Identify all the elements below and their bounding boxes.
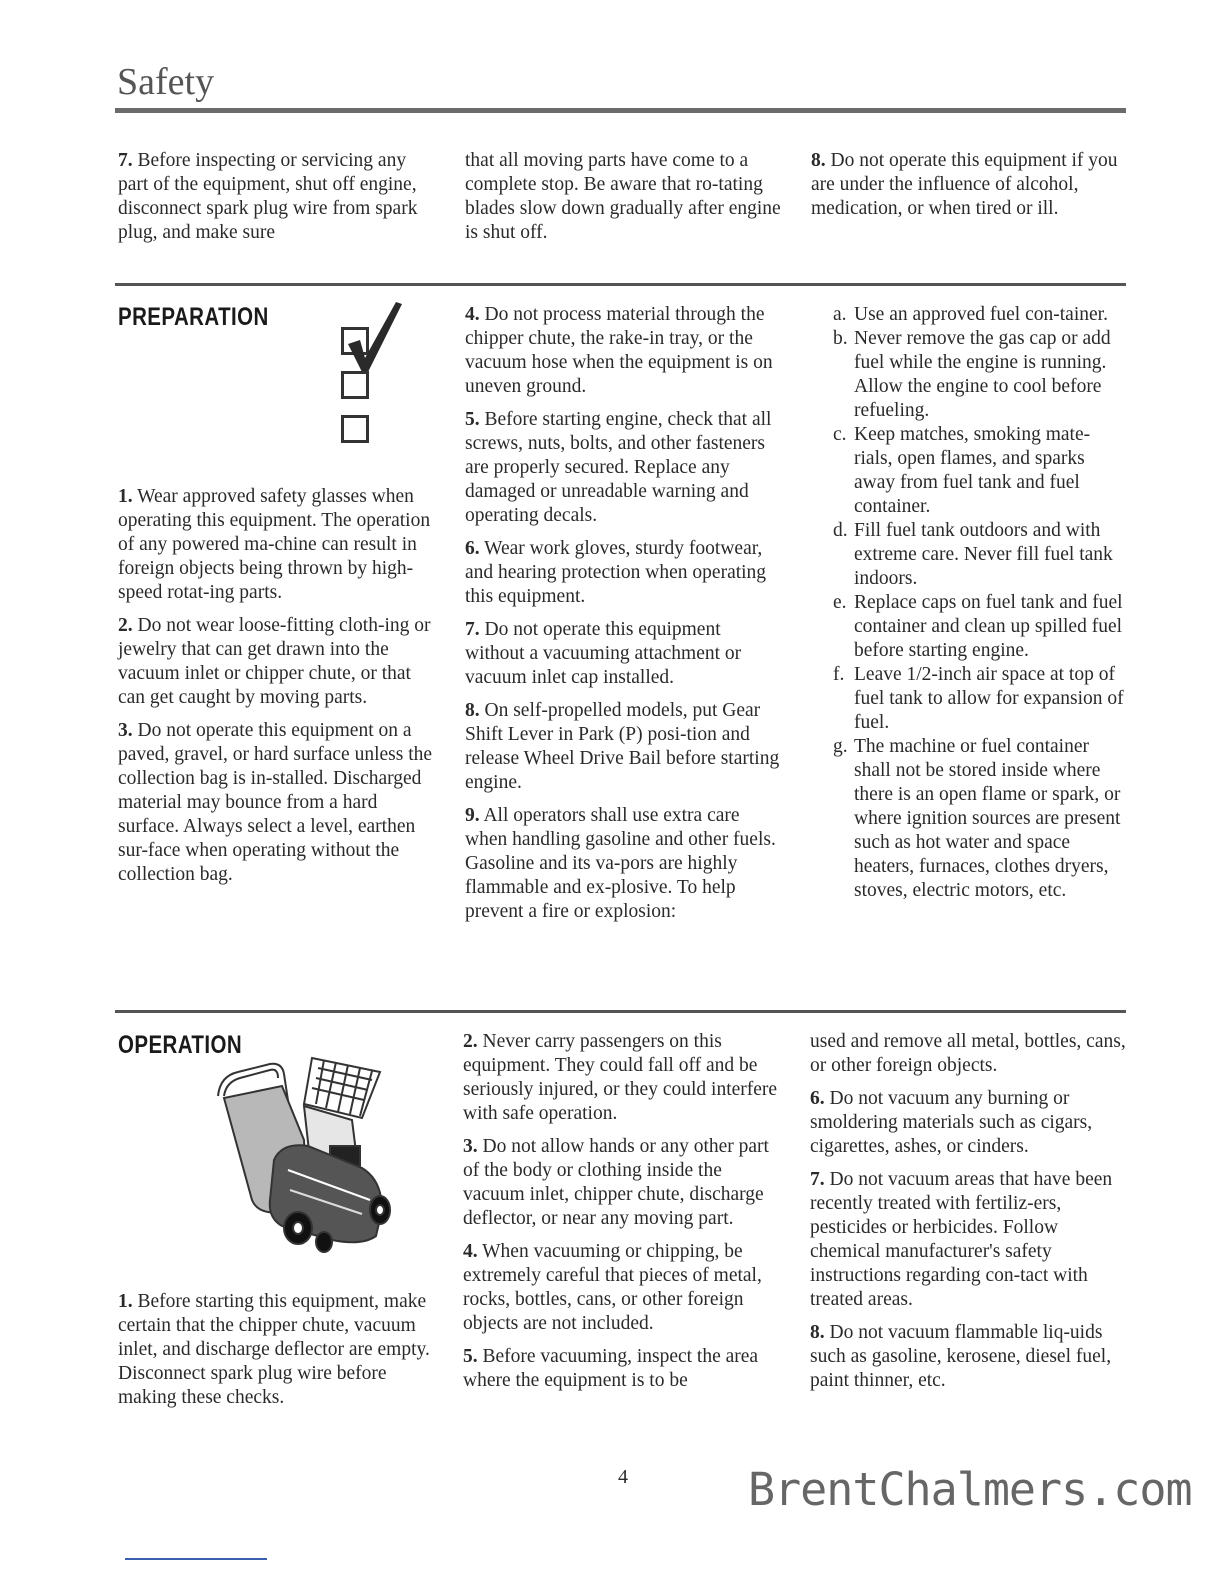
header-rule [115, 108, 1126, 113]
operation-item-3 [463, 1135, 783, 1231]
item-number: 8. [811, 150, 826, 171]
operation-item-4 [463, 1240, 783, 1336]
item-number: 2. [463, 1031, 478, 1052]
item-text: Do not operate this equipment if you are under the influence of alcohol, medication, or when tired or ill. [811, 150, 1118, 219]
operation-item-6 [810, 1087, 1128, 1159]
item-text: All operators shall use extra care when handling gasoline and other fuels. Gasoline and its va-pors are highly flammable and ex-plosive. To help prevent a fire or explosion: [465, 805, 776, 922]
operation-item-7 [810, 1168, 1128, 1312]
operation-item-2 [463, 1030, 783, 1126]
item-text: Never carry passengers on this equipment. They could fall off and be seriously injured, or they could interfere with safe operation. [463, 1031, 778, 1124]
preparation-column-3 [833, 303, 1125, 903]
operation-item-8 [810, 1321, 1128, 1393]
operation-column-3 [810, 1030, 1128, 1402]
chipper-vacuum-illustration [212, 1050, 397, 1260]
intro-column-3 [811, 149, 1121, 230]
preparation-item-2 [118, 614, 433, 710]
preparation-item-9 [465, 804, 783, 924]
preparation-heading: PREPARATION [118, 303, 269, 331]
item-letter: g. [833, 736, 848, 757]
item-number: 2. [118, 615, 133, 636]
item-text: used and remove all metal, bottles, cans, or other foreign objects. [810, 1031, 1126, 1076]
preparation-item-6 [465, 537, 783, 609]
item-text: Do not operate this equipment on a paved, gravel, or hard surface unless the collection bag is in-stalled. Discharged material may bounce from a hard surface. Always select a level, earthen sur-face when operating without the collection bag. [118, 720, 433, 885]
intro-item-7 [118, 149, 436, 245]
item-text: Before inspecting or servicing any part of the equipment, shut off engine, disconnect spark plug wire from spark plug, and make sure [118, 150, 418, 243]
preparation-item-1 [118, 485, 433, 605]
fuel-safety-item-g [833, 735, 1125, 903]
intro-column-2 [465, 149, 783, 254]
item-number: 5. [463, 1346, 478, 1367]
item-text: Do not vacuum areas that have been recently treated with fertiliz-ers, pesticides or herbicides. Follow chemical manufacturer's safety instructions regarding con-tact with treated areas. [810, 1169, 1113, 1310]
item-text: When vacuuming or chipping, be extremely careful that pieces of metal, rocks, bottles, cans, or other foreign objects are not included. [463, 1241, 762, 1334]
item-text: Fill fuel tank outdoors and with extreme care. Never fill fuel tank indoors. [854, 520, 1113, 589]
item-number: 1. [118, 1291, 133, 1312]
fuel-safety-item-c [833, 423, 1125, 519]
item-text: Keep matches, smoking mate-rials, open flames, and sparks away from fuel tank and fuel container. [854, 424, 1091, 517]
item-number: 8. [465, 700, 480, 721]
fuel-safety-item-e [833, 591, 1125, 663]
operation-heading: OPERATION [118, 1031, 243, 1059]
checkmark-icon [338, 300, 408, 375]
item-number: 4. [465, 304, 480, 325]
operation-item-1 [118, 1290, 433, 1410]
item-text: Leave 1/2-inch air space at top of fuel tank to allow for expansion of fuel. [854, 664, 1124, 733]
item-text: Wear approved safety glasses when operating this equipment. The operation of any powered ma-chine can result in foreign objects being thrown by high-speed rotat-ing parts. [118, 486, 431, 603]
operation-column-1 [118, 1290, 433, 1419]
item-letter: f. [833, 664, 845, 685]
fuel-safety-item-f [833, 663, 1125, 735]
item-text: Before vacuuming, inspect the area where the equipment is to be [463, 1346, 759, 1391]
section-divider-preparation [115, 283, 1126, 286]
item-number: 7. [118, 150, 133, 171]
item-text: Never remove the gas cap or add fuel while the engine is running. Allow the engine to cool before refueling. [854, 328, 1111, 421]
preparation-item-4 [465, 303, 783, 399]
preparation-item-7 [465, 618, 783, 690]
item-text: Replace caps on fuel tank and fuel container and clean up spilled fuel before starting engine. [854, 592, 1123, 661]
preparation-column-1 [118, 485, 433, 896]
operation-item-5 [463, 1345, 783, 1393]
item-text: Before starting engine, check that all screws, nuts, bolts, and other fasteners are properly secured. Replace any damaged or unreadable warning and operating decals. [465, 409, 772, 526]
page-number: 4 [618, 1466, 628, 1488]
item-number: 6. [810, 1088, 825, 1109]
item-letter: e. [833, 592, 847, 613]
item-number: 3. [463, 1136, 478, 1157]
operation-column-2 [463, 1030, 783, 1402]
operation-item-5-continued [810, 1030, 1128, 1078]
item-number: 9. [465, 805, 480, 826]
item-text: Use an approved fuel con-tainer. [854, 304, 1108, 325]
item-number: 1. [118, 486, 133, 507]
fuel-safety-list [833, 303, 1125, 903]
fuel-safety-item-b [833, 327, 1125, 423]
item-number: 7. [810, 1169, 825, 1190]
item-number: 3. [118, 720, 133, 741]
empty-box-icon [341, 415, 369, 443]
item-text: Do not process material through the chipper chute, the rake-in tray, or the vacuum hose when the equipment is on uneven ground. [465, 304, 773, 397]
preparation-column-2 [465, 303, 783, 933]
preparation-item-5 [465, 408, 783, 528]
footer-line [125, 1558, 267, 1560]
preparation-item-8 [465, 699, 783, 795]
item-text: Do not vacuum any burning or smoldering materials such as cigars, cigarettes, ashes, or cinders. [810, 1088, 1093, 1157]
preparation-item-3 [118, 719, 433, 887]
item-letter: a. [833, 304, 847, 325]
section-divider-operation [115, 1010, 1126, 1013]
fuel-safety-item-a [833, 303, 1125, 327]
item-number: 6. [465, 538, 480, 559]
item-number: 4. [463, 1241, 478, 1262]
item-letter: d. [833, 520, 848, 541]
fuel-safety-item-d [833, 519, 1125, 591]
intro-item-8 [811, 149, 1121, 221]
item-text: Before starting this equipment, make certain that the chipper chute, vacuum inlet, and discharge deflector are empty. Disconnect spark plug wire before making these checks. [118, 1291, 430, 1408]
item-text: Do not allow hands or any other part of the body or clothing inside the vacuum inlet, chipper chute, discharge deflector, or near any moving part. [463, 1136, 769, 1229]
item-text: Do not wear loose-fitting cloth-ing or jewelry that can get drawn into the vacuum inlet or chipper chute, or that can get caught by moving parts. [118, 615, 431, 708]
item-text: Do not operate this equipment without a vacuuming attachment or vacuum inlet cap installed. [465, 619, 742, 688]
item-text: Do not vacuum flammable liq-uids such as gasoline, kerosene, diesel fuel, paint thinner, etc. [810, 1322, 1112, 1391]
empty-box-icon [341, 371, 369, 399]
item-text: On self-propelled models, put Gear Shift Lever in Park (P) posi-tion and release Wheel Drive Bail before starting engine. [465, 700, 780, 793]
item-text: Wear work gloves, sturdy footwear, and hearing protection when operating this equipment. [465, 538, 767, 607]
item-number: 5. [465, 409, 480, 430]
item-number: 8. [810, 1322, 825, 1343]
page-title: Safety [117, 61, 215, 103]
intro-continued-text: that all moving parts have come to a complete stop. Be aware that ro-tating blades slow down gradually after engine is shut off. [465, 150, 781, 243]
item-text: The machine or fuel container shall not be stored inside where there is an open flame or spark, or where ignition sources are present such as hot water and space heaters, furnaces, clothes dryers, stoves, electric motors, etc. [854, 736, 1121, 901]
watermark: BrentChalmers.com [748, 1463, 1192, 1516]
item-letter: c. [833, 424, 847, 445]
item-number: 7. [465, 619, 480, 640]
intro-column-1 [118, 149, 436, 254]
item-letter: b. [833, 328, 848, 349]
